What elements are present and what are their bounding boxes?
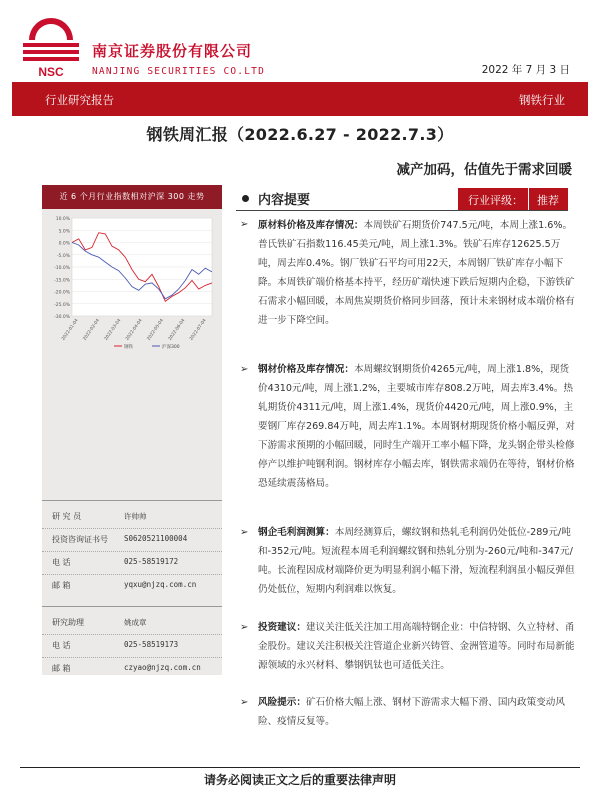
- x-tick-label: 2022-04-04: [125, 318, 144, 342]
- rating-label: 行业评级：: [468, 194, 523, 207]
- contact-value[interactable]: yqxu@njzq.com.cn: [124, 580, 197, 589]
- contact-label: 邮 箱: [52, 664, 71, 673]
- x-tick-label: 2022-02-04: [82, 318, 101, 342]
- y-tick-label: -10.0%: [54, 266, 70, 271]
- summary-item-lead: 投资建议：: [258, 622, 306, 633]
- summary-item-text: 本周螺纹钢期货价4265元/吨，周上涨1.8%，现货价4310元/吨，周上涨1.2%，主要城市库存808.2万吨，周去库3.4%。热轧期货价4311元/吨，周上涨1.4%，现货价4420元/吨，周上涨0.9%，主要钢厂库存269.84万吨，周去库1.1%。本周钢材期现货价格小幅反弹，对下游需求预期的小幅回暖，同时生产端开工率小幅下降，龙头钢企带头检修停产以维护吨钢利润。钢材库存小幅去库，钢铁需求端仍在等待，钢材价格恐延续震荡格局。: [258, 364, 575, 489]
- contact-divider: [42, 606, 222, 607]
- contact-row: [42, 529, 222, 551]
- relative-performance-chart: [46, 212, 218, 354]
- contact-label: 研 究 员: [52, 512, 82, 521]
- nsc-logo: [16, 14, 86, 80]
- chart-title: 近 6 个月行业指数相对沪深 300 走势: [42, 185, 222, 209]
- y-tick-label: -15.0%: [54, 278, 70, 284]
- summary-item-lead: 钢企毛利润测算：: [258, 527, 335, 538]
- contact-label: 研究助理: [52, 618, 84, 627]
- summary-item-lead: 原材料价格及库存情况：: [258, 220, 364, 231]
- logo-text: NSC: [38, 65, 64, 79]
- contact-row: [42, 575, 222, 597]
- contact-label: 电 话: [52, 641, 71, 650]
- y-tick-label: -30.0%: [54, 315, 70, 320]
- summary-item-text: 建议关注低关注加工用高端特钢企业：中信特钢、久立特材、甬金股份。建议关注积极关注管道企业新兴铸管、金洲管道等。同时布局新能源领域的永兴材料、攀钢钒钛也可适低关注。: [258, 622, 575, 671]
- company-name-cn: 南京证券股份有限公司: [92, 42, 253, 60]
- summary-item-text: 矿石价格大幅上涨、钢材下游需求大幅下滑、国内政策变动风险、疫情反复等。: [258, 697, 565, 727]
- rating-divider: [528, 188, 529, 210]
- footer-rule: [20, 767, 580, 768]
- company-name-en: NANJING SECURITIES CO.LTD: [92, 66, 265, 77]
- industry-rating: [458, 188, 568, 210]
- x-tick-label: 2022-06-04: [167, 318, 187, 342]
- summary-title: 内容提要: [258, 193, 311, 208]
- section-bullet: [242, 195, 249, 202]
- page-title: 钢铁周汇报（2022.6.27 - 2022.7.3）: [146, 125, 454, 144]
- legend-label: 沪深300: [162, 345, 180, 350]
- contact-row: [42, 635, 222, 657]
- summary-item: [258, 360, 576, 493]
- x-tick-label: 2022-01-04: [61, 318, 80, 342]
- legal-notice: 请务必阅读正文之后的重要法律声明: [203, 773, 396, 787]
- report-date: 2022 年 7 月 3 日: [481, 64, 570, 76]
- summary-item: [258, 693, 576, 731]
- y-tick-label: -5.0%: [56, 253, 70, 259]
- arrow-bullet-icon: ➢: [240, 219, 249, 230]
- contact-value: 姚成章: [124, 618, 147, 627]
- summary-item: [258, 523, 576, 599]
- contact-value: 许帅帅: [124, 512, 147, 521]
- x-tick-label: 2022-05-04: [146, 318, 165, 342]
- contact-value[interactable]: czyao@njzq.com.cn: [124, 663, 201, 672]
- y-tick-label: 0.0%: [58, 241, 70, 247]
- x-tick-label: 2022-07-04: [189, 318, 208, 342]
- summary-item-lead: 钢材价格及库存情况：: [258, 364, 354, 375]
- arrow-bullet-icon: ➢: [240, 364, 249, 375]
- rating-value: 推荐: [537, 194, 559, 207]
- summary-item-text: 本周经测算后，螺纹钢和热轧毛利润仍处低位-289元/吨和-352元/吨。短流程本周毛利润螺纹钢和热轧分别为-260元/吨和-347元/吨。长流程因成材端降价更为明显利润小幅下滑，短流程利润虽小幅反弹但仍处低位，短期内利润难以恢复。: [258, 527, 575, 595]
- y-tick-label: -20.0%: [54, 290, 70, 296]
- contact-divider: [42, 500, 222, 501]
- y-tick-label: 5.0%: [58, 229, 70, 235]
- contact-value: 025-58519172: [124, 557, 179, 566]
- summary-item: [258, 618, 576, 675]
- contact-row: [42, 658, 222, 680]
- x-tick-label: 2022-03-04: [103, 318, 123, 342]
- contact-label: 电 话: [52, 558, 71, 567]
- arrow-bullet-icon: ➢: [240, 527, 249, 538]
- report-type: 行业研究报告: [45, 93, 114, 107]
- arrow-bullet-icon: ➢: [240, 622, 249, 633]
- arrow-bullet-icon: ➢: [240, 697, 249, 708]
- page-subtitle: 减产加码，估值先于需求回暖: [396, 162, 572, 178]
- summary-item: [258, 216, 576, 330]
- summary-item-text: 本周铁矿石期货价747.5元/吨，本周上涨1.6%。普氏铁矿石指数116.45美元/吨，周上涨1.3%。铁矿石库存12625.5万吨，周去库0.4%。钢厂铁矿石平均可用22天，本周钢厂铁矿库存小幅下降。本周铁矿端价格基本持平，经历矿端快速下跌后短期内企稳，下游铁矿石需求小幅回暖，本周焦炭期货价格同步回落，预计未来钢材成本端价格有进一步下降空间。: [258, 220, 575, 326]
- contact-label: 邮 箱: [52, 581, 71, 590]
- contact-row: [42, 552, 222, 574]
- y-tick-label: -25.0%: [54, 302, 70, 308]
- contact-value: S0620521100004: [124, 534, 188, 543]
- summary-item-lead: 风险提示：: [258, 697, 306, 708]
- legend-label: 钢铁: [124, 345, 133, 350]
- y-tick-label: 10.0%: [55, 217, 70, 222]
- contact-row: [42, 612, 222, 634]
- contact-value: 025-58519173: [124, 640, 179, 649]
- contact-label: 投资咨询证书号: [52, 535, 108, 544]
- contact-row: [42, 506, 222, 528]
- summary-rule: [236, 210, 568, 211]
- industry-label: 钢铁行业: [519, 93, 565, 107]
